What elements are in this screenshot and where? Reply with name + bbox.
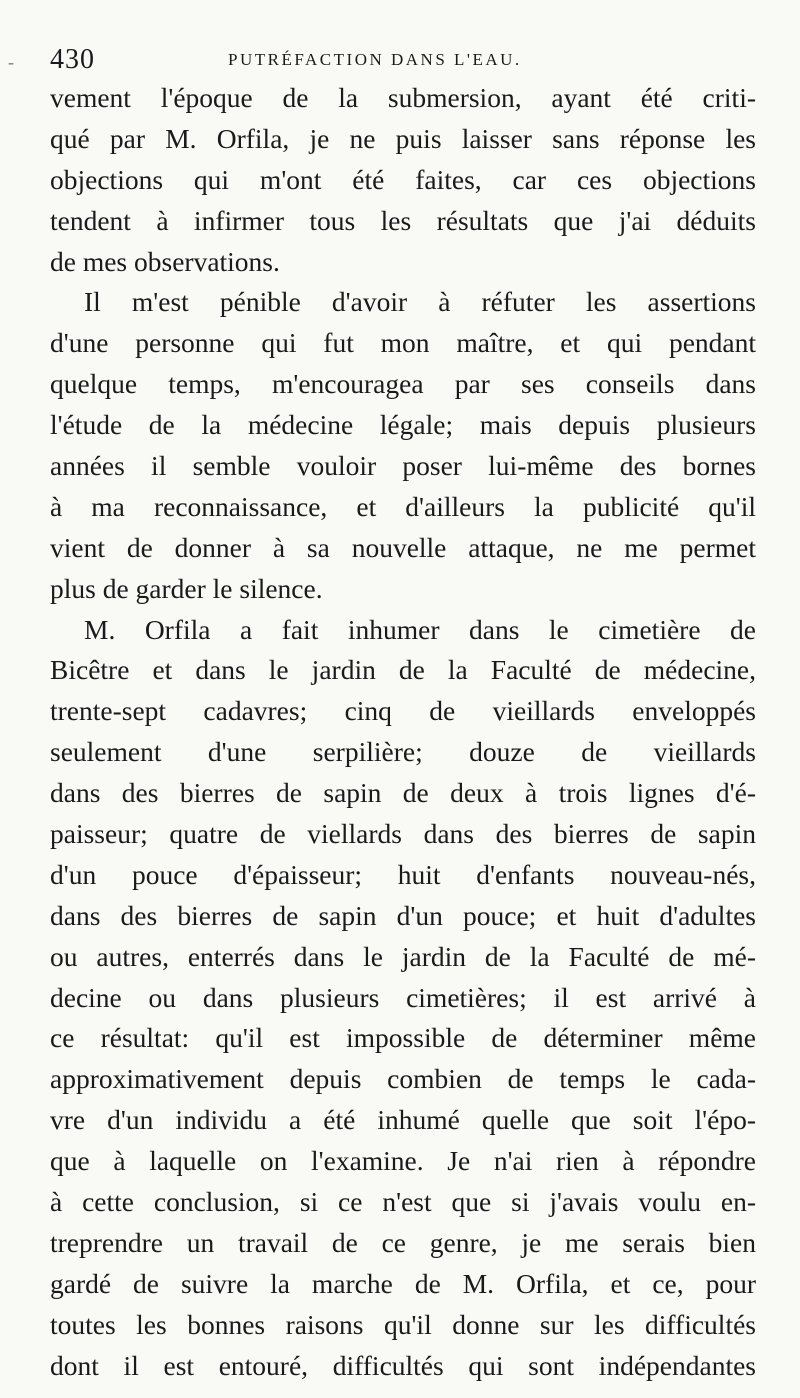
text-line: ce résultat: qu'il est impossible de déterminer même bbox=[50, 1022, 756, 1054]
text-line: d'un pouce d'épaisseur; huit d'enfants nouveau-nés, bbox=[50, 858, 756, 890]
text-line: M. Orfila a fait inhumer dans le cimetière de bbox=[84, 613, 756, 645]
text-line: toutes les bonnes raisons qu'il donne sur les difficultés bbox=[50, 1308, 756, 1340]
text-line: que à laquelle on l'examine. Je n'ai rien à répondre bbox=[50, 1145, 756, 1177]
text-line: à cette conclusion, si ce n'est que si j'avais voulu en- bbox=[50, 1186, 756, 1218]
text-line: vement l'époque de la submersion, ayant été criti- bbox=[50, 82, 756, 113]
text-line: années il semble vouloir poser lui-même des bornes bbox=[50, 450, 756, 482]
text-line: dont il est entouré, difficultés qui sont indépendantes bbox=[50, 1349, 756, 1381]
body-text bbox=[50, 78, 756, 1387]
text-line: d'une personne qui fut mon maître, et qui pendant bbox=[50, 327, 756, 359]
text-line: ou autres, enterrés dans le jardin de la Faculté de mé- bbox=[50, 940, 756, 972]
text-line: vient de donner à sa nouvelle attaque, ne me permet bbox=[50, 531, 756, 563]
page-number: 430 bbox=[50, 44, 95, 75]
margin-dash: - bbox=[8, 52, 14, 72]
page-header bbox=[50, 44, 760, 80]
text-line: vre d'un individu a été inhumé quelle que soit l'épo- bbox=[50, 1104, 756, 1136]
text-line: objections qui m'ont été faites, car ces objections bbox=[50, 163, 756, 195]
text-line: paisseur; quatre de viellards dans des bierres de sapin bbox=[50, 818, 756, 850]
text-line: quelque temps, m'encouragea par ses conseils dans bbox=[50, 368, 756, 400]
text-line: Il m'est pénible d'avoir à réfuter les assertions bbox=[84, 286, 756, 318]
text-line: plus de garder le silence. bbox=[50, 572, 323, 604]
text-line: l'étude de la médecine légale; mais depuis plusieurs bbox=[50, 409, 756, 441]
text-line: decine ou dans plusieurs cimetières; il est arrivé à bbox=[50, 981, 756, 1013]
text-line: qué par M. Orfila, je ne puis laisser sans réponse les bbox=[50, 122, 756, 154]
running-head: PUTRÉFACTION DANS L'EAU. bbox=[228, 50, 522, 69]
text-line: treprendre un travail de ce genre, je me serais bien bbox=[50, 1226, 756, 1258]
text-line: seulement d'une serpilière; douze de vieillards bbox=[50, 736, 756, 768]
text-line: approximativement depuis combien de temps le cada- bbox=[50, 1063, 756, 1095]
text-line: tendent à infirmer tous les résultats que j'ai déduits bbox=[50, 204, 756, 236]
text-line: à ma reconnaissance, et d'ailleurs la publicité qu'il bbox=[50, 490, 756, 522]
text-line: trente-sept cadavres; cinq de vieillards enveloppés bbox=[50, 695, 756, 727]
text-line: Bicêtre et dans le jardin de la Faculté de médecine, bbox=[50, 654, 756, 686]
text-line: de mes observations. bbox=[50, 245, 280, 277]
text-line: dans des bierres de sapin d'un pouce; et huit d'adultes bbox=[50, 899, 756, 931]
text-line: dans des bierres de sapin de deux à trois lignes d'é- bbox=[50, 777, 756, 809]
text-line: gardé de suivre la marche de M. Orfila, et ce, pour bbox=[50, 1267, 756, 1299]
